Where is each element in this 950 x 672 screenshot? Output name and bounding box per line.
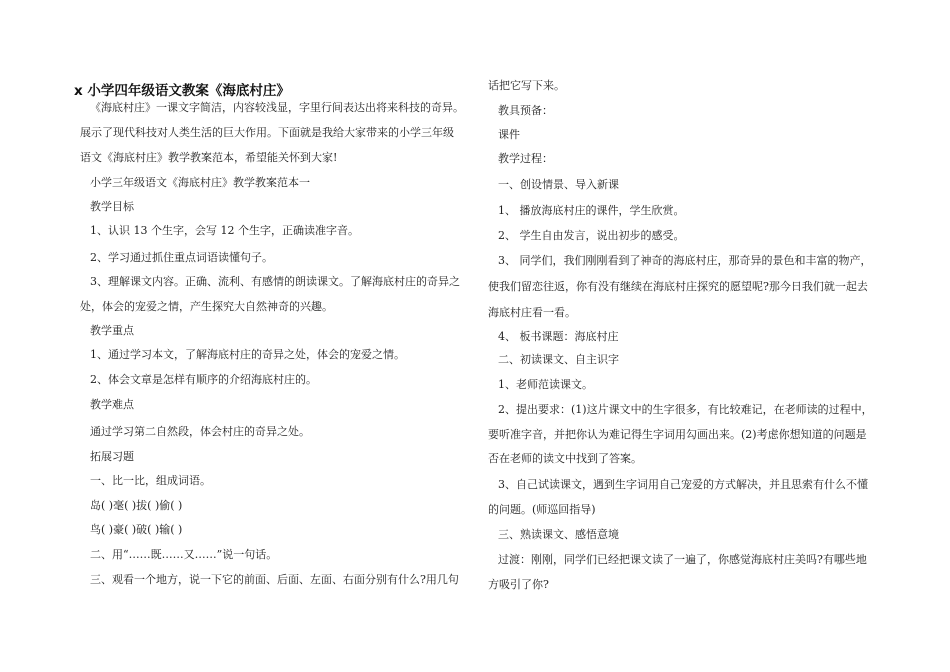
left-text-line: 1、通过学习本文，了解海底村庄的奇异之处，体会的宠爱之情。 <box>90 348 405 361</box>
right-text-line: 3、 同学们，我们刚刚看到了神奇的海底村庄，那奇异的景色和丰富的物产， <box>498 254 872 267</box>
right-text-line: 话把它写下来。 <box>488 79 565 92</box>
right-text-line: 二、初读课文、自主识字 <box>498 353 619 366</box>
left-text-line: 《海底村庄》一课文字简洁，内容较浅显，字里行间表达出将来科技的奇异。 <box>90 101 464 114</box>
left-text-line: 教学难点 <box>90 398 134 411</box>
right-text-line: 否在老师的读文中找到了答案。 <box>488 452 642 465</box>
right-text-line: 4、 板书课题：海底村庄 <box>498 330 619 343</box>
right-text-line: 三、熟读课文、感悟意境 <box>498 528 619 541</box>
left-text-line: 鸟( )豪( )破( )输( ) <box>90 523 183 536</box>
left-text-line: 2、体会文章是怎样有顺序的介绍海底村庄的。 <box>90 373 317 386</box>
left-text-line: 三、观看一个地方，说一下它的前面、后面、左面、右面分别有什么?用几句 <box>90 573 459 586</box>
right-text-line: 海底村庄看一看。 <box>488 306 576 319</box>
left-text-line: 岛( )毫( )拔( )偷( ) <box>90 499 183 512</box>
left-text-line: 小学三年级语文《海底村庄》教学教案范本一 <box>90 176 310 189</box>
right-text-line: 2、提出要求：(1)这片课文中的生字很多，有比较难记，在老师读的过程中， <box>498 403 873 416</box>
left-text-line: 通过学习第二自然段，体会村庄的奇异之处。 <box>90 425 310 438</box>
right-text-line: 3、自己试读课文，遇到生字词用自己宠爱的方式解决，并且思索有什么不懂 <box>498 478 868 491</box>
right-text-line: 1、老师范读课文。 <box>498 378 593 391</box>
left-text-line: 教学目标 <box>90 200 134 213</box>
document-title: x 小学四年级语文教案《海底村庄》 <box>74 83 290 99</box>
right-text-line: 一、创设情景、导入新课 <box>498 178 619 191</box>
right-text-line: 1、 播放海底村庄的课件，学生欣赏。 <box>498 204 685 217</box>
right-text-line: 使我们留恋往返，你有没有继续在海底村庄探究的愿望呢?那今日我们就一起去 <box>488 280 868 293</box>
left-text-line: 教学重点 <box>90 324 134 337</box>
left-text-line: 二、用“……既……又……”说一句话。 <box>90 548 278 561</box>
right-text-line: 课件 <box>498 128 520 141</box>
left-text-line: 2、学习通过抓住重点词语读懂句子。 <box>90 251 273 264</box>
left-text-line: 一、比一比，组成词语。 <box>90 474 211 487</box>
right-text-line: 教具预备： <box>498 104 553 117</box>
right-text-line: 教学过程： <box>498 152 553 165</box>
left-text-line: 拓展习题 <box>90 450 134 463</box>
right-text-line: 过渡：刚刚，同学们已经把课文读了一遍了，你感觉海底村庄美吗?有哪些地 <box>498 553 867 566</box>
right-text-line: 要听准字音，并把你认为难记得生字词用勾画出来。(2)考虑你想知道的问题是 <box>488 428 867 441</box>
left-text-line: 3、理解课文内容。正确、流利、有感情的朗读课文。了解海底村庄的奇异之 <box>90 275 460 288</box>
left-text-line: 展示了现代科技对人类生活的巨大作用。下面就是我给大家带来的小学三年级 <box>80 126 454 139</box>
left-text-line: 语文《海底村庄》教学教案范本，希望能关怀到大家! <box>80 151 338 164</box>
right-text-line: 的问题。(师巡回指导) <box>488 503 596 516</box>
left-text-line: 处，体会的宠爱之情，产生探究大自然神奇的兴趣。 <box>80 300 333 313</box>
left-text-line: 1、认识 13 个生字，会写 12 个生字，正确读准字音。 <box>90 224 359 237</box>
right-text-line: 2、 学生自由发言，说出初步的感受。 <box>498 229 685 242</box>
right-text-line: 方吸引了你? <box>488 578 549 591</box>
